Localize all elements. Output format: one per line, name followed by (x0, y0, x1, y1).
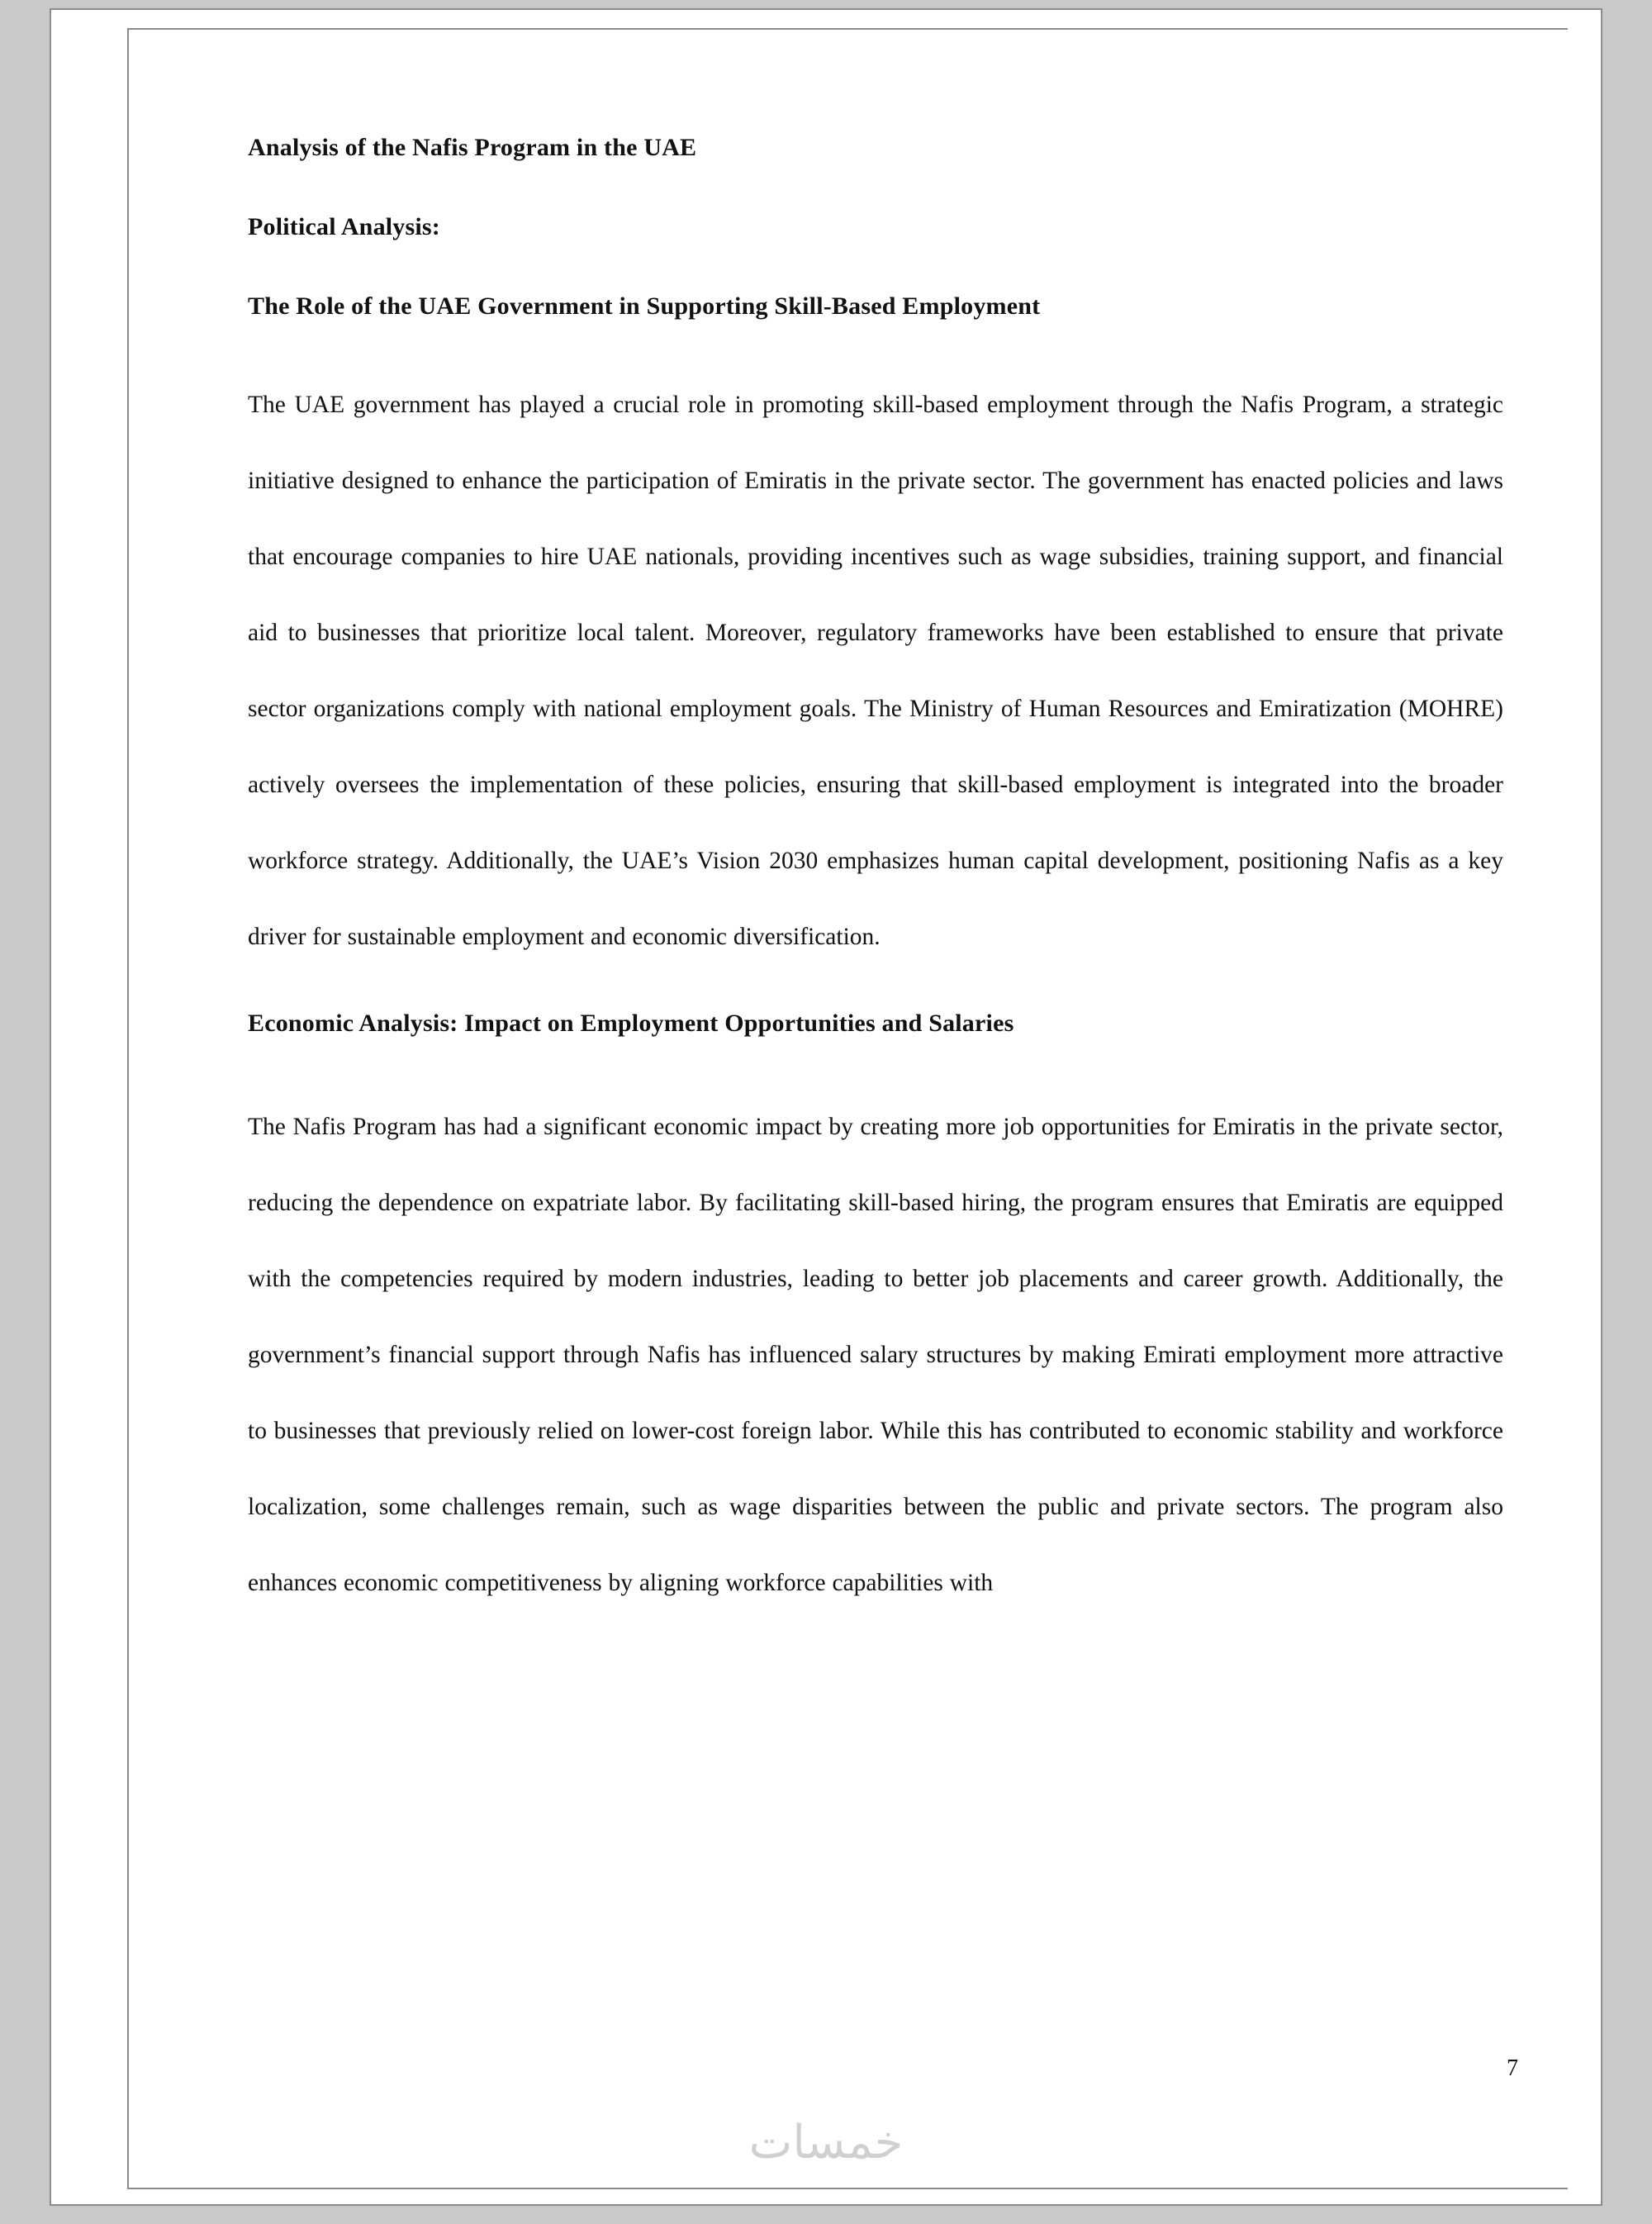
document-content (248, 134, 1503, 1621)
section-heading-economic: Economic Analysis: Impact on Employment Opportunities and Salaries (248, 1010, 1014, 1037)
document-page (50, 8, 1602, 2206)
watermark-text: خمسات (748, 2116, 904, 2169)
paragraph-political-analysis: The UAE government has played a crucial role in promoting skill-based employment through the Nafis Program, a strategic initiative designed to enhance the participation of Emiratis in the private sector. The government has enacted policies and laws that encourage companies to hire UAE nationals, providing incentives such as wage subsidies, training support, and financial aid to businesses that prioritize local talent. Moreover, regulatory frameworks have been established to ensure that private sector organizations comply with national employment goals. The Ministry of Human Resources and Emiratization (MOHRE) actively oversees the implementation of these policies, ensuring that skill-based employment is integrated into the broader workforce strategy. Additionally, the UAE’s Vision 2030 emphasizes human capital development, positioning Nafis as a key driver for sustainable employment and economic diversification. (248, 392, 1503, 950)
page-number: 7 (1507, 2055, 1518, 2081)
paragraph-economic-analysis: The Nafis Program has had a significant economic impact by creating more job opportunities for Emiratis in the private sector, reducing the dependence on expatriate labor. By facilitating skill-based hiring, the program ensures that Emiratis are equipped with the competencies required by modern industries, leading to better job placements and career growth. Additionally, the government’s financial support through Nafis has influenced salary structures by making Emirati employment more attractive to businesses that previously relied on lower-cost foreign labor. While this has contributed to economic stability and workforce localization, some challenges remain, such as wage disparities between the public and private sectors. The program also enhances economic competitiveness by aligning workforce capabilities with (248, 1114, 1503, 1596)
section-heading-political: Political Analysis: (248, 213, 440, 240)
page-title: Analysis of the Nafis Program in the UAE (248, 134, 697, 161)
subsection-heading-government-role: The Role of the UAE Government in Supporting Skill-Based Employment (248, 292, 1041, 320)
